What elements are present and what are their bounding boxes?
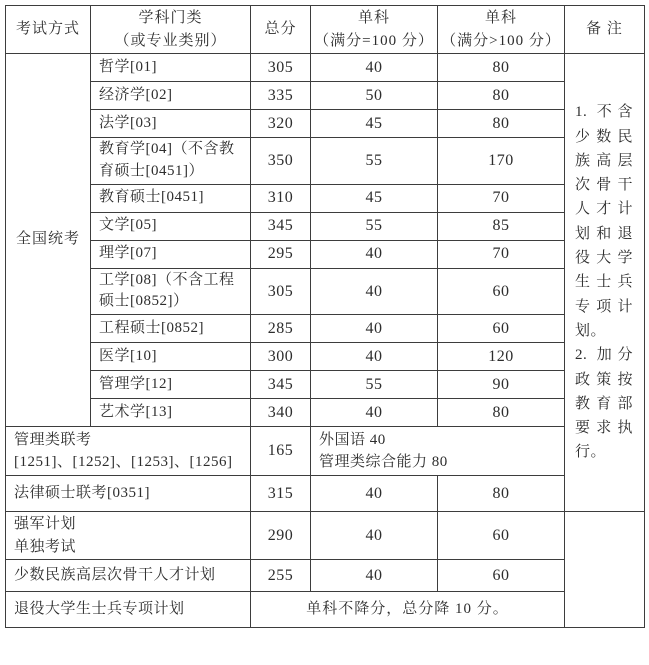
single-eq100-cell: 40 (311, 315, 438, 343)
total-score-cell: 335 (251, 82, 311, 110)
total-score-cell: 255 (251, 560, 311, 592)
subject-label: 管理学[12] (91, 371, 251, 399)
single-gt100-cell: 85 (438, 212, 565, 240)
total-score-cell: 350 (251, 138, 311, 185)
single-gt100-cell: 90 (438, 371, 565, 399)
single-gt100-cell: 60 (438, 560, 565, 592)
management-comprehensive-score: 管理类综合能力 80 (319, 454, 448, 470)
table-row (6, 212, 645, 240)
subject-label: 工学[08]（不含工程硕士[0852]） (91, 268, 251, 315)
total-score-cell: 305 (251, 268, 311, 315)
remarks-item-2: 2. 加分政策按教育部要求执行。 (575, 347, 633, 461)
total-score-cell: 285 (251, 315, 311, 343)
header-subject-category (91, 6, 251, 54)
header-single-eq100-line2: （满分=100 分） (314, 32, 434, 49)
single-eq100-cell: 55 (311, 138, 438, 185)
management-merged-scores (311, 427, 565, 476)
table-row (6, 82, 645, 110)
single-eq100-cell: 40 (311, 560, 438, 592)
single-gt100-cell: 70 (438, 240, 565, 268)
total-score-cell: 290 (251, 512, 311, 560)
score-table (5, 5, 645, 628)
single-eq100-cell: 55 (311, 212, 438, 240)
table-row (6, 399, 645, 427)
single-eq100-cell: 45 (311, 184, 438, 212)
single-gt100-cell: 80 (438, 54, 565, 82)
single-gt100-cell: 120 (438, 343, 565, 371)
table-row (6, 240, 645, 268)
table-row (6, 268, 645, 315)
single-gt100-cell: 80 (438, 399, 565, 427)
single-eq100-cell: 40 (311, 399, 438, 427)
law-label: 法律硕士联考[0351] (6, 476, 251, 512)
header-single-gt100-line2: （满分>100 分） (441, 32, 561, 49)
score-table-wrapper (5, 5, 645, 628)
single-eq100-cell: 45 (311, 110, 438, 138)
single-eq100-cell: 40 (311, 512, 438, 560)
subject-label: 艺术学[13] (91, 399, 251, 427)
single-eq100-cell: 50 (311, 82, 438, 110)
header-exam-method: 考试方式 (6, 6, 91, 54)
subject-label: 工程硕士[0852] (91, 315, 251, 343)
header-single-eq100-line1: 单科 (357, 10, 390, 26)
subject-label: 哲学[01] (91, 54, 251, 82)
table-row-army (6, 512, 645, 560)
single-eq100-cell: 40 (311, 54, 438, 82)
single-gt100-cell: 60 (438, 315, 565, 343)
single-eq100-cell: 40 (311, 240, 438, 268)
management-label-line2: [1251]、[1252]、[1253]、[1256] (14, 454, 233, 470)
total-score-cell: 295 (251, 240, 311, 268)
total-score-cell: 305 (251, 54, 311, 82)
header-single-gt100-line1: 单科 (484, 10, 517, 26)
subject-label: 文学[05] (91, 212, 251, 240)
army-label-line1: 强军计划 (14, 516, 77, 532)
table-row (6, 184, 645, 212)
management-label (6, 427, 251, 476)
total-score-cell: 345 (251, 212, 311, 240)
table-row-veteran (6, 592, 645, 628)
subject-label: 教育硕士[0451] (91, 184, 251, 212)
total-score-cell: 315 (251, 476, 311, 512)
single-gt100-cell: 80 (438, 110, 565, 138)
single-eq100-cell: 40 (311, 343, 438, 371)
subject-label: 法学[03] (91, 110, 251, 138)
total-score-cell: 340 (251, 399, 311, 427)
table-row-management (6, 427, 645, 476)
table-row-law (6, 476, 645, 512)
header-subject-line2: （或专业类别） (114, 32, 227, 49)
table-row (6, 371, 645, 399)
table-row (6, 54, 645, 82)
subject-label: 教育学[04]（不含教育硕士[0451]） (91, 138, 251, 185)
management-label-line1: 管理类联考 (14, 431, 92, 448)
total-score-cell: 320 (251, 110, 311, 138)
management-foreign-language-score: 外国语 40 (319, 431, 386, 448)
single-gt100-cell: 60 (438, 268, 565, 315)
remarks-cell (565, 54, 645, 512)
table-row (6, 138, 645, 185)
table-row-minority (6, 560, 645, 592)
single-gt100-cell: 170 (438, 138, 565, 185)
minority-label: 少数民族高层次骨干人才计划 (6, 560, 251, 592)
single-gt100-cell: 60 (438, 512, 565, 560)
header-subject-line1: 学科门类 (138, 10, 203, 26)
veteran-merged-note: 单科不降分，总分降 10 分。 (251, 592, 565, 628)
exam-method-group-cell: 全国统考 (6, 54, 91, 427)
header-row (6, 6, 645, 54)
table-row (6, 315, 645, 343)
total-score-cell: 310 (251, 184, 311, 212)
header-total-score: 总分 (251, 6, 311, 54)
remarks-item-1: 1. 不含少数民族高层次骨干人才计划和退役大学生士兵专项计划。 (575, 104, 633, 339)
subject-label: 医学[10] (91, 343, 251, 371)
subject-label: 经济学[02] (91, 82, 251, 110)
total-score-cell: 300 (251, 343, 311, 371)
veteran-label: 退役大学生士兵专项计划 (6, 592, 251, 628)
army-label-line2: 单独考试 (14, 538, 77, 555)
single-gt100-cell: 80 (438, 476, 565, 512)
table-row (6, 343, 645, 371)
total-score-cell: 345 (251, 371, 311, 399)
header-single-eq100 (311, 6, 438, 54)
table-row (6, 110, 645, 138)
remarks-cell-empty (565, 512, 645, 628)
subject-label: 理学[07] (91, 240, 251, 268)
total-score-cell: 165 (251, 427, 311, 476)
single-gt100-cell: 70 (438, 184, 565, 212)
single-eq100-cell: 55 (311, 371, 438, 399)
single-eq100-cell: 40 (311, 268, 438, 315)
header-remark: 备 注 (565, 6, 645, 54)
header-single-gt100 (438, 6, 565, 54)
single-eq100-cell: 40 (311, 476, 438, 512)
army-label (6, 512, 251, 560)
single-gt100-cell: 80 (438, 82, 565, 110)
